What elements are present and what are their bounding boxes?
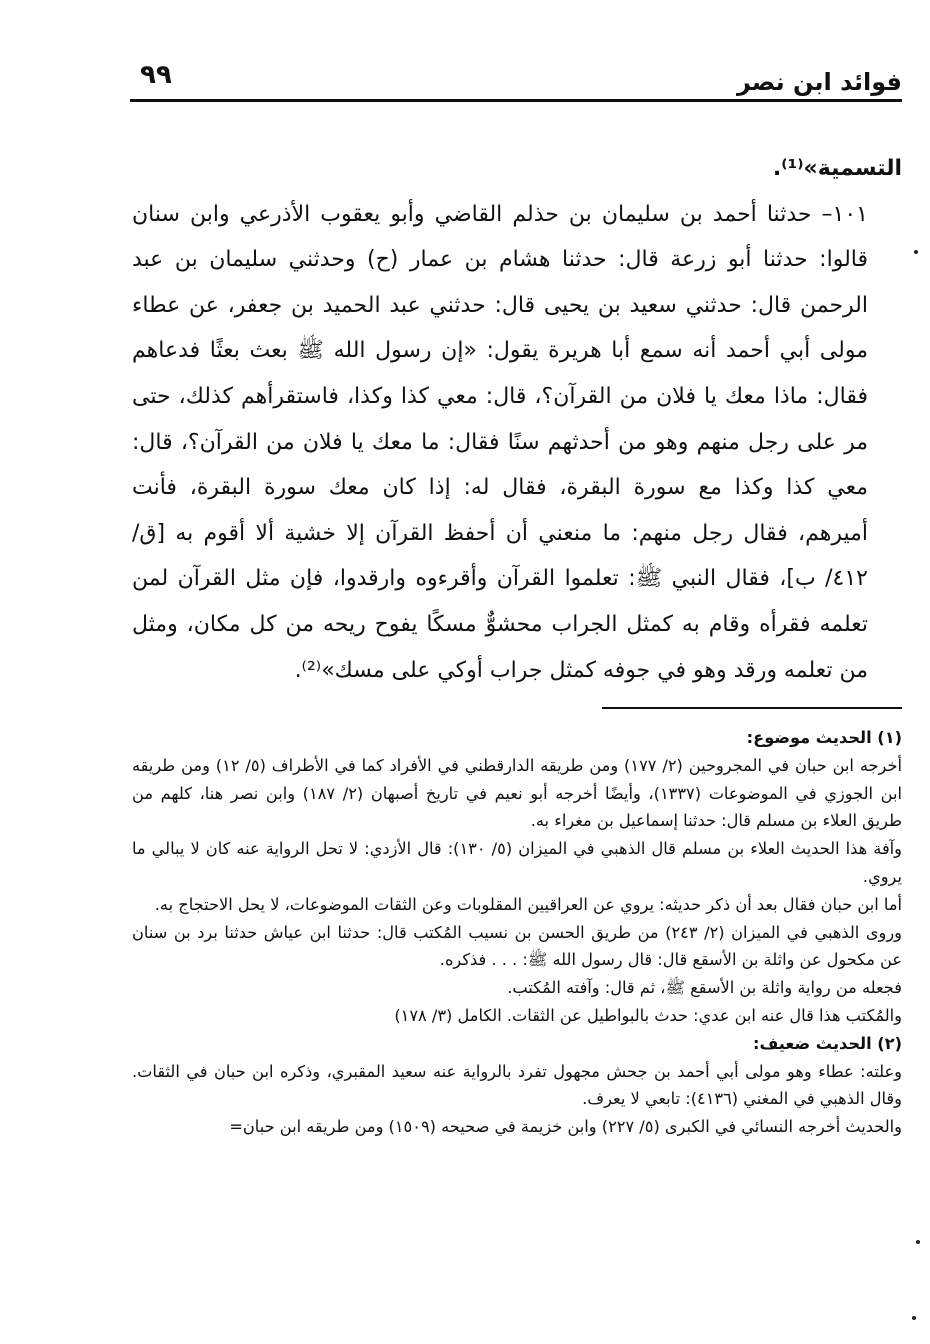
- main-text: [132, 146, 902, 693]
- footnote-paragraph: وعلته: عطاء وهو مولى أبي أحمد بن جحش مجهول تفرد بالرواية عنه سعيد المقبري، وذكره ابن حبان في الثقات. وقال الذهبي في المغني (٤١٣٦): تابعي لا يعرف.: [132, 1061, 902, 1109]
- running-title: فوائد ابن نصر: [737, 68, 902, 96]
- continuation-line: التسمية»⁽¹⁾.: [772, 156, 902, 181]
- margin-mark: [912, 1316, 916, 1320]
- footnote-paragraph: فجعله من رواية واثلة بن الأسقع ﷺ، ثم قال: وآفته المُكتب.: [507, 978, 902, 998]
- margin-mark: [916, 1240, 920, 1244]
- footnotes: [132, 724, 902, 1141]
- footnote-rule: [602, 707, 902, 709]
- footnote-paragraph: أخرجه ابن حبان في المجروحين (٢/ ١٧٧) ومن طريقه الدارقطني في الأفراد كما في الأطراف (٥/ ١٢) ومن طريقه ابن الجوزي في الموضوعات (١٣٣٧)، وأيضًا أخرجه أبو نعيم في تاريخ أصبهان (٢/ ١٨٧) وابن نصر هنا، كلهم من طريق العلاء بن مسلم قال: حدثنا إسماعيل بن مغراء به.: [132, 755, 902, 831]
- footnote-paragraph: والحديث أخرجه النسائي في الكبرى (٥/ ٢٢٧) وابن خزيمة في صحيحه (١٥٠٩) ومن طريقه ابن حبان=: [229, 1117, 902, 1137]
- footnote-paragraph: أما ابن حبان فقال بعد أن ذكر حديثه: يروي عن العراقيين المقلوبات وعن الثقات الموضوعات، لا يحل الاحتجاج به.: [154, 894, 902, 914]
- footnote-paragraph: والمُكتب هذا قال عنه ابن عدي: حدث بالبواطيل عن الثقات. الكامل (٣/ ١٧٨): [394, 1005, 902, 1025]
- footnote-heading: (١) الحديث موضوع:: [746, 728, 902, 747]
- page-number: ٩٩: [140, 60, 172, 90]
- page-header: [130, 58, 902, 98]
- margin-mark: [914, 250, 918, 254]
- footnote-paragraph: وآفة هذا الحديث العلاء بن مسلم قال الذهبي في الميزان (٥/ ١٣٠): قال الأزدي: لا تحل الرواية عنه كان لا يبالي ما يروي.: [132, 839, 902, 886]
- header-rule: [130, 99, 902, 102]
- footnote-heading: (٢) الحديث ضعيف:: [753, 1033, 902, 1053]
- hadith-101: ١٠١– حدثنا أحمد بن سليمان بن حذلم القاضي وأبو يعقوب الأذرعي وابن سنان قالوا: حدثنا أبو زرعة قال: حدثنا هشام بن عمار (ح) وحدثني سليمان بن عبد الرحمن قال: حدثني سعيد بن يحيى قال: حدثني عبد الحميد بن جعفر، عن عطاء مولى أبي أحمد أنه سمع أبا هريرة يقول: «إن رسول الله ﷺ بعث بعثًا فدعاهم فقال: ماذا معك يا فلان من القرآن؟، قال: معي كذا وكذا، فاستقرأهم كذلك، حتى مر على رجل منهم وهو من أحدثهم سنًا فقال: ما معك يا فلان من القرآن؟، قال: معي كذا وكذا مع سورة البقرة، فقال له: إذا كان معك سورة البقرة، فأنت أميرهم، فقال رجل منهم: ما منعني أن أحفظ القرآن إلا خشية ألا أقوم به [ق/ ٤١٢/ ب]، فقال النبي ﷺ: تعلموا القرآن وأقرءوه وارقدوا، فإن مثل القرآن لمن تعلمه فقرأه وقام به كمثل الجراب محشوٌّ مسكًا يفوح ريحه من كل مكان، ومثل من تعلمه ورقد وهو في جوفه كمثل جراب أوكي على مسك»⁽²⁾.: [132, 201, 868, 683]
- footnote-paragraph: وروى الذهبي في الميزان (٢/ ٢٤٣) من طريق الحسن بن نسيب المُكتب قال: حدثنا ابن عياش حدثنا برد بن سنان عن مكحول عن واثلة بن الأسقع قال: قال رسول الله ﷺ: . . . فذكره.: [132, 922, 902, 970]
